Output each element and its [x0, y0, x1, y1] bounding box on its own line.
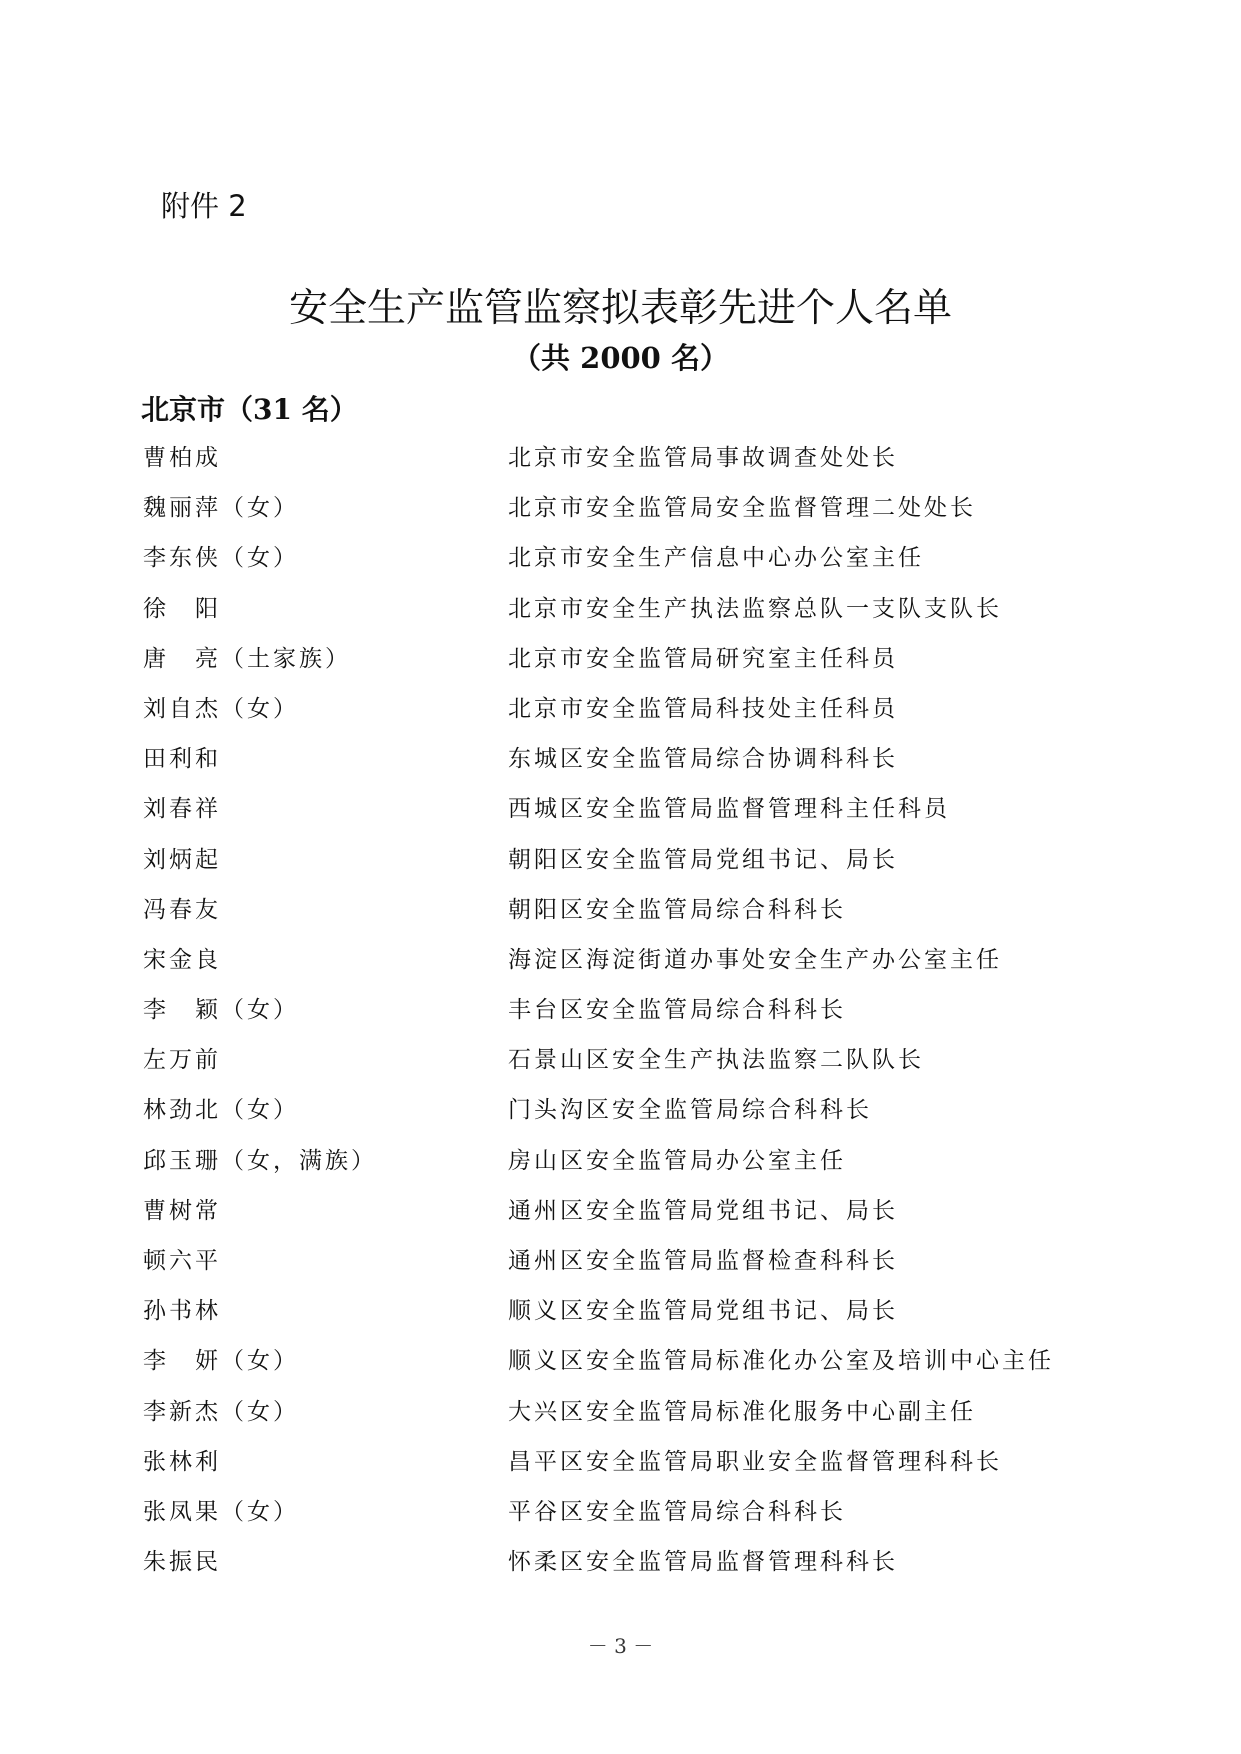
honoree-name: 李东侠（女）	[143, 545, 299, 572]
honoree-unit: 北京市安全监管局研究室主任科员	[508, 645, 898, 672]
honoree-name: 张林利	[143, 1448, 221, 1475]
list-item	[0, 1291, 1241, 1341]
honoree-name: 顿六平	[143, 1248, 221, 1274]
honoree-name: 唐 亮（土家族）	[143, 645, 351, 672]
honoree-unit: 海淀区海淀街道办事处安全生产办公室主任	[508, 946, 1002, 973]
list-item	[0, 940, 1241, 990]
honoree-name: 徐 阳	[143, 595, 221, 622]
honoree-name: 孙书林	[143, 1298, 221, 1325]
honoree-unit: 北京市安全生产信息中心办公室主任	[508, 545, 924, 572]
list-item	[0, 1542, 1241, 1592]
honoree-name: 刘炳起	[143, 846, 221, 873]
honoree-unit: 朝阳区安全监管局党组书记、局长	[508, 846, 898, 873]
section-count: （31 名）	[225, 393, 358, 426]
list-item	[0, 739, 1241, 789]
list-item	[0, 438, 1241, 488]
honoree-name: 朱振民	[143, 1549, 221, 1576]
honoree-unit: 北京市安全监管局安全监督管理二处处长	[508, 495, 976, 522]
honoree-unit: 平谷区安全监管局综合科科长	[508, 1498, 846, 1525]
honoree-unit: 石景山区安全生产执法监察二队队长	[508, 1047, 924, 1074]
attachment-label: 附件 2	[161, 189, 247, 223]
honoree-unit: 丰台区安全监管局综合科科长	[508, 997, 846, 1024]
honoree-name: 左万前	[143, 1047, 221, 1074]
honoree-name: 刘春祥	[143, 796, 221, 823]
honoree-name: 张凤果（女）	[143, 1498, 299, 1525]
document-title: 安全生产监管监察拟表彰先进个人名单	[288, 286, 952, 331]
honoree-unit: 通州区安全监管局监督检查科科长	[508, 1248, 898, 1274]
honoree-unit: 房山区安全监管局办公室主任	[508, 1147, 846, 1174]
list-item	[0, 890, 1241, 940]
honoree-name: 曹柏成	[143, 445, 221, 471]
list-item	[0, 1442, 1241, 1492]
list-item	[0, 1040, 1241, 1090]
honoree-unit: 西城区安全监管局监督管理科主任科员	[508, 796, 950, 823]
honoree-unit: 大兴区安全监管局标准化服务中心副主任	[508, 1398, 976, 1425]
list-item	[0, 789, 1241, 839]
list-item	[0, 1392, 1241, 1442]
page-number: － 3 －	[587, 1634, 654, 1658]
honoree-unit: 顺义区安全监管局党组书记、局长	[508, 1298, 898, 1325]
honoree-unit: 门头沟区安全监管局综合科科长	[508, 1097, 872, 1124]
honoree-name: 李新杰（女）	[143, 1398, 299, 1425]
honoree-list	[0, 438, 1241, 1592]
list-item	[0, 990, 1241, 1040]
document-subtitle: （共 2000 名）	[512, 341, 729, 375]
honoree-name: 田利和	[143, 746, 221, 773]
section-heading	[141, 390, 358, 430]
honoree-name: 李 妍（女）	[143, 1348, 299, 1375]
list-item	[0, 1141, 1241, 1191]
honoree-unit: 东城区安全监管局综合协调科科长	[508, 746, 898, 773]
list-item	[0, 639, 1241, 689]
list-item	[0, 1241, 1241, 1291]
list-item	[0, 589, 1241, 639]
honoree-name: 魏丽萍（女）	[143, 495, 299, 522]
list-item	[0, 488, 1241, 538]
list-item	[0, 1341, 1241, 1391]
honoree-name: 曹树常	[143, 1197, 221, 1224]
honoree-name: 宋金良	[143, 946, 221, 973]
honoree-unit: 通州区安全监管局党组书记、局长	[508, 1197, 898, 1224]
list-item	[0, 1090, 1241, 1140]
honoree-unit: 北京市安全监管局事故调查处处长	[508, 445, 898, 471]
honoree-name: 李 颖（女）	[143, 997, 299, 1024]
honoree-name: 刘自杰（女）	[143, 695, 299, 722]
honoree-name: 林劲北（女）	[143, 1097, 299, 1124]
honoree-unit: 朝阳区安全监管局综合科科长	[508, 896, 846, 923]
list-item	[0, 1492, 1241, 1542]
honoree-unit: 怀柔区安全监管局监督管理科科长	[508, 1549, 898, 1576]
honoree-name: 冯春友	[143, 896, 221, 923]
list-item	[0, 840, 1241, 890]
honoree-name: 邱玉珊（女，满族）	[143, 1147, 377, 1174]
list-item	[0, 538, 1241, 588]
list-item	[0, 689, 1241, 739]
honoree-unit: 北京市安全生产执法监察总队一支队支队长	[508, 595, 1002, 622]
honoree-unit: 昌平区安全监管局职业安全监督管理科科长	[508, 1448, 1002, 1475]
section-name: 北京市	[141, 393, 226, 426]
honoree-unit: 北京市安全监管局科技处主任科员	[508, 695, 898, 722]
list-item	[0, 1191, 1241, 1241]
honoree-unit: 顺义区安全监管局标准化办公室及培训中心主任	[508, 1348, 1054, 1375]
